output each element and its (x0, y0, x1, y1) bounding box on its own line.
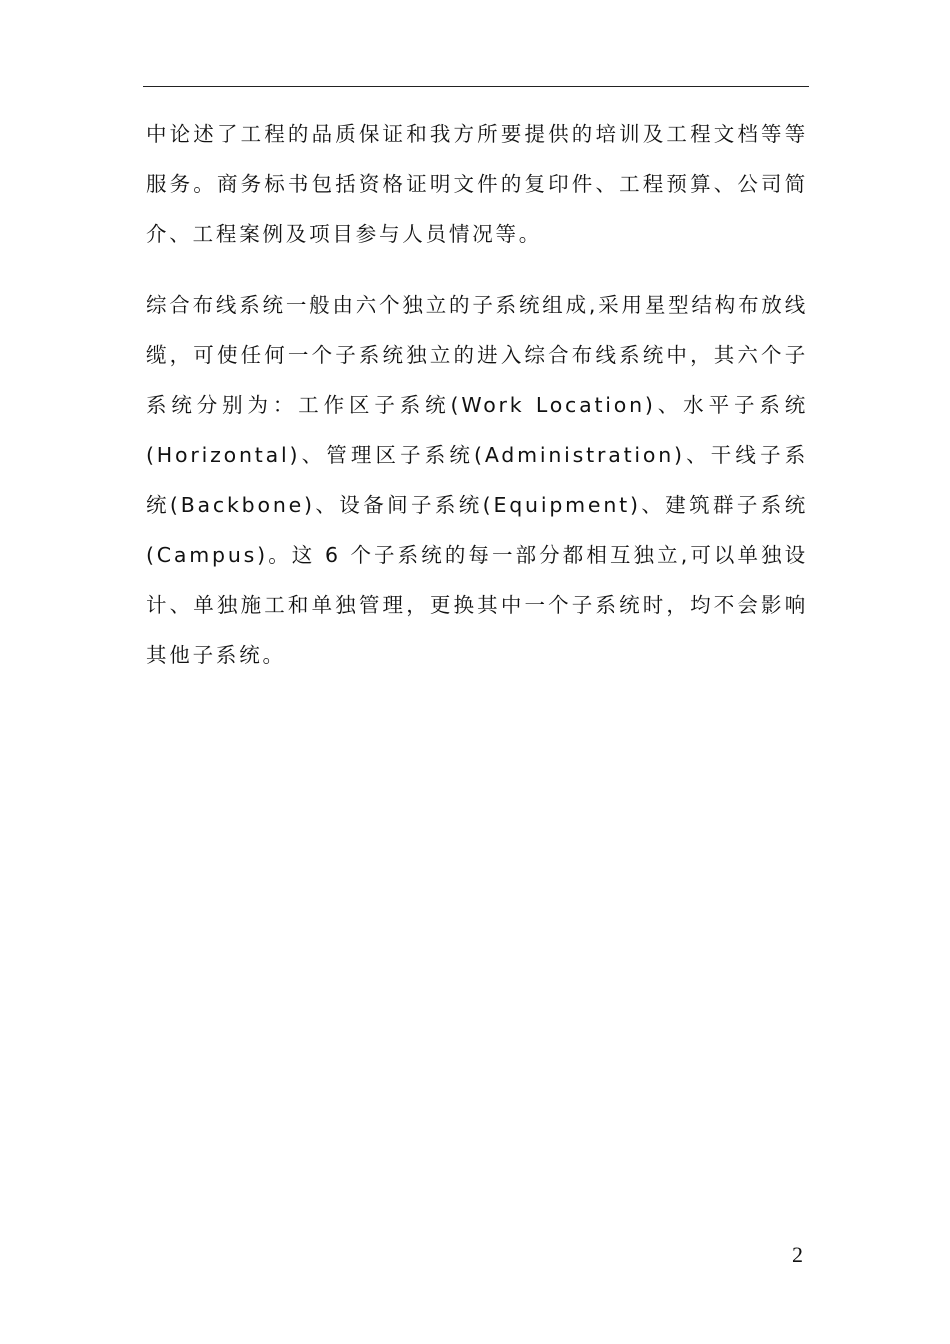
paragraph-1: 中论述了工程的品质保证和我方所要提供的培训及工程文档等等服务。商务标书包括资格证明文件的复印件、工程预算、公司简介、工程案例及项目参与人员情况等。 (146, 122, 808, 246)
page-number: 2 (792, 1242, 803, 1267)
header-rule (143, 86, 809, 87)
paragraph-2: 综合布线系统一般由六个独立的子系统组成,采用星型结构布放线缆，可使任何一个子系统独立的进入综合布线系统中，其六个子系统分别为：工作区子系统(Work Location)、水平子系统(Horizontal)、管理区子系统(Administration)、干线子系统(Backbone)、设备间子系统(Equipment)、建筑群子系统(Campus)。这 6 个子系统的每一部分都相互独立,可以单独设计、单独施工和单独管理，更换其中一个子系统时，均不会影响其他子系统。 (146, 293, 808, 667)
